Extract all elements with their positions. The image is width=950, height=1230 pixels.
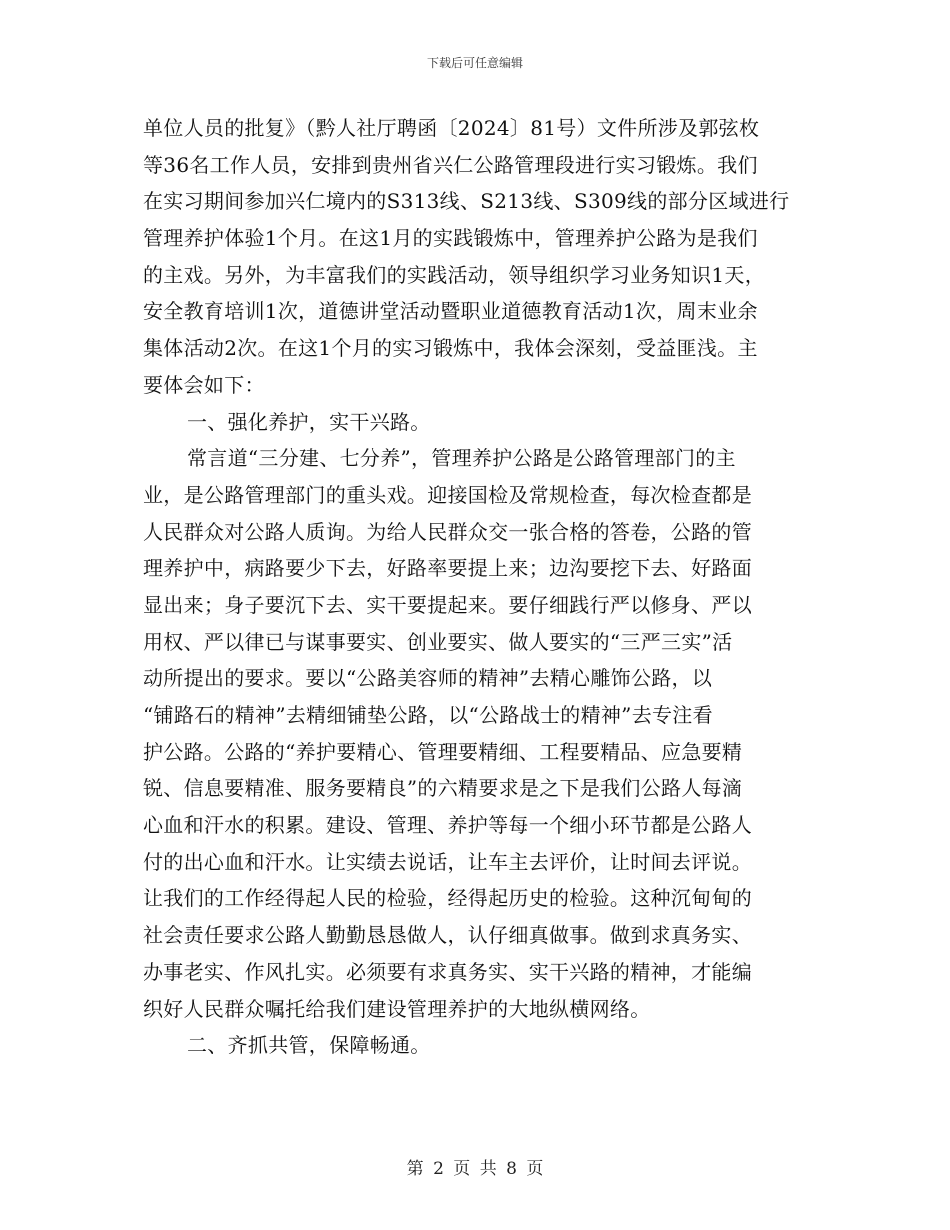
body-line: 社会责任要求公路人勤勤恳恳做人，认仔细真做事。做到求真务实、 <box>143 923 752 948</box>
body-line: 管理养护体验1个月。在这1月的实践锻炼中，管理养护公路为是我们 <box>143 226 758 251</box>
body-line: 要体会如下： <box>143 372 265 397</box>
body-line: 锐、信息要精准、服务要精良”的六精要求是之下是我们公路人每滴 <box>143 776 743 801</box>
body-line: 织好人民群众嘱托给我们建设管理养护的大地纵横网络。 <box>143 996 651 1021</box>
page-number: 第 2 页 共 8 页 <box>406 1159 544 1179</box>
body-line: 让我们的工作经得起人民的检验，经得起历史的检验。这种沉甸甸的 <box>143 886 752 911</box>
body-line: 在实习期间参加兴仁境内的S313线、S213线、S309线的部分区域进行 <box>143 189 790 214</box>
header-note: 下载后可任意编辑 <box>426 56 523 70</box>
body-line: 业，是公路管理部门的重头戏。迎接国检及常规检查，每次检查都是 <box>143 482 752 507</box>
document-body <box>143 110 809 1064</box>
section-heading-1: 一、强化养护，实干兴路。 <box>187 409 431 434</box>
body-line: 办事老实、作风扎实。必须要有求真务实、实干兴路的精神，才能编 <box>143 959 752 984</box>
body-line: 安全教育培训1次，道德讲堂活动暨职业道德教育活动1次，周末业余 <box>143 299 758 324</box>
body-line: 用权、严以律已与谋事要实、创业要实、做人要实的“三严三实”活 <box>143 629 733 654</box>
body-line: 动所提出的要求。要以“公路美容师的精神”去精心雕饰公路，以 <box>143 666 713 691</box>
body-line: 常言道“三分建、七分养”，管理养护公路是公路管理部门的主 <box>187 446 736 471</box>
body-line: “铺路石的精神”去精细铺垫公路，以“公路战士的精神”去专注看 <box>143 703 713 727</box>
body-line: 等36名工作人员，安排到贵州省兴仁公路管理段进行实习锻炼。我们 <box>143 152 758 177</box>
body-line: 付的出心血和汗水。让实绩去说话，让车主去评价，让时间去评说。 <box>143 849 752 874</box>
section-heading-2: 二、齐抓共管，保障畅通。 <box>187 1033 431 1058</box>
body-line: 单位人员的批复》（黔人社厅聘函〔2024〕81号）文件所涉及郭弦枚 <box>143 116 760 140</box>
body-line: 理养护中，病路要少下去，好路率要提上来；边沟要挖下去、好路面 <box>143 556 752 581</box>
body-line: 集体活动2次。在这1个月的实习锻炼中，我体会深刻，受益匪浅。主 <box>143 336 758 361</box>
body-line: 心血和汗水的积累。建设、管理、养护等每一个细小环节都是公路人 <box>143 813 752 838</box>
body-line: 的主戏。另外，为丰富我们的实践活动，领导组织学习业务知识1天， <box>143 262 766 287</box>
body-line: 护公路。公路的“养护要精心、管理要精细、工程要精品、应急要精 <box>143 739 743 764</box>
body-line: 显出来；身子要沉下去、实干要提起来。要仔细践行严以修身、严以 <box>143 592 752 617</box>
body-line: 人民群众对公路人质询。为给人民群众交一张合格的答卷，公路的管 <box>143 519 752 544</box>
